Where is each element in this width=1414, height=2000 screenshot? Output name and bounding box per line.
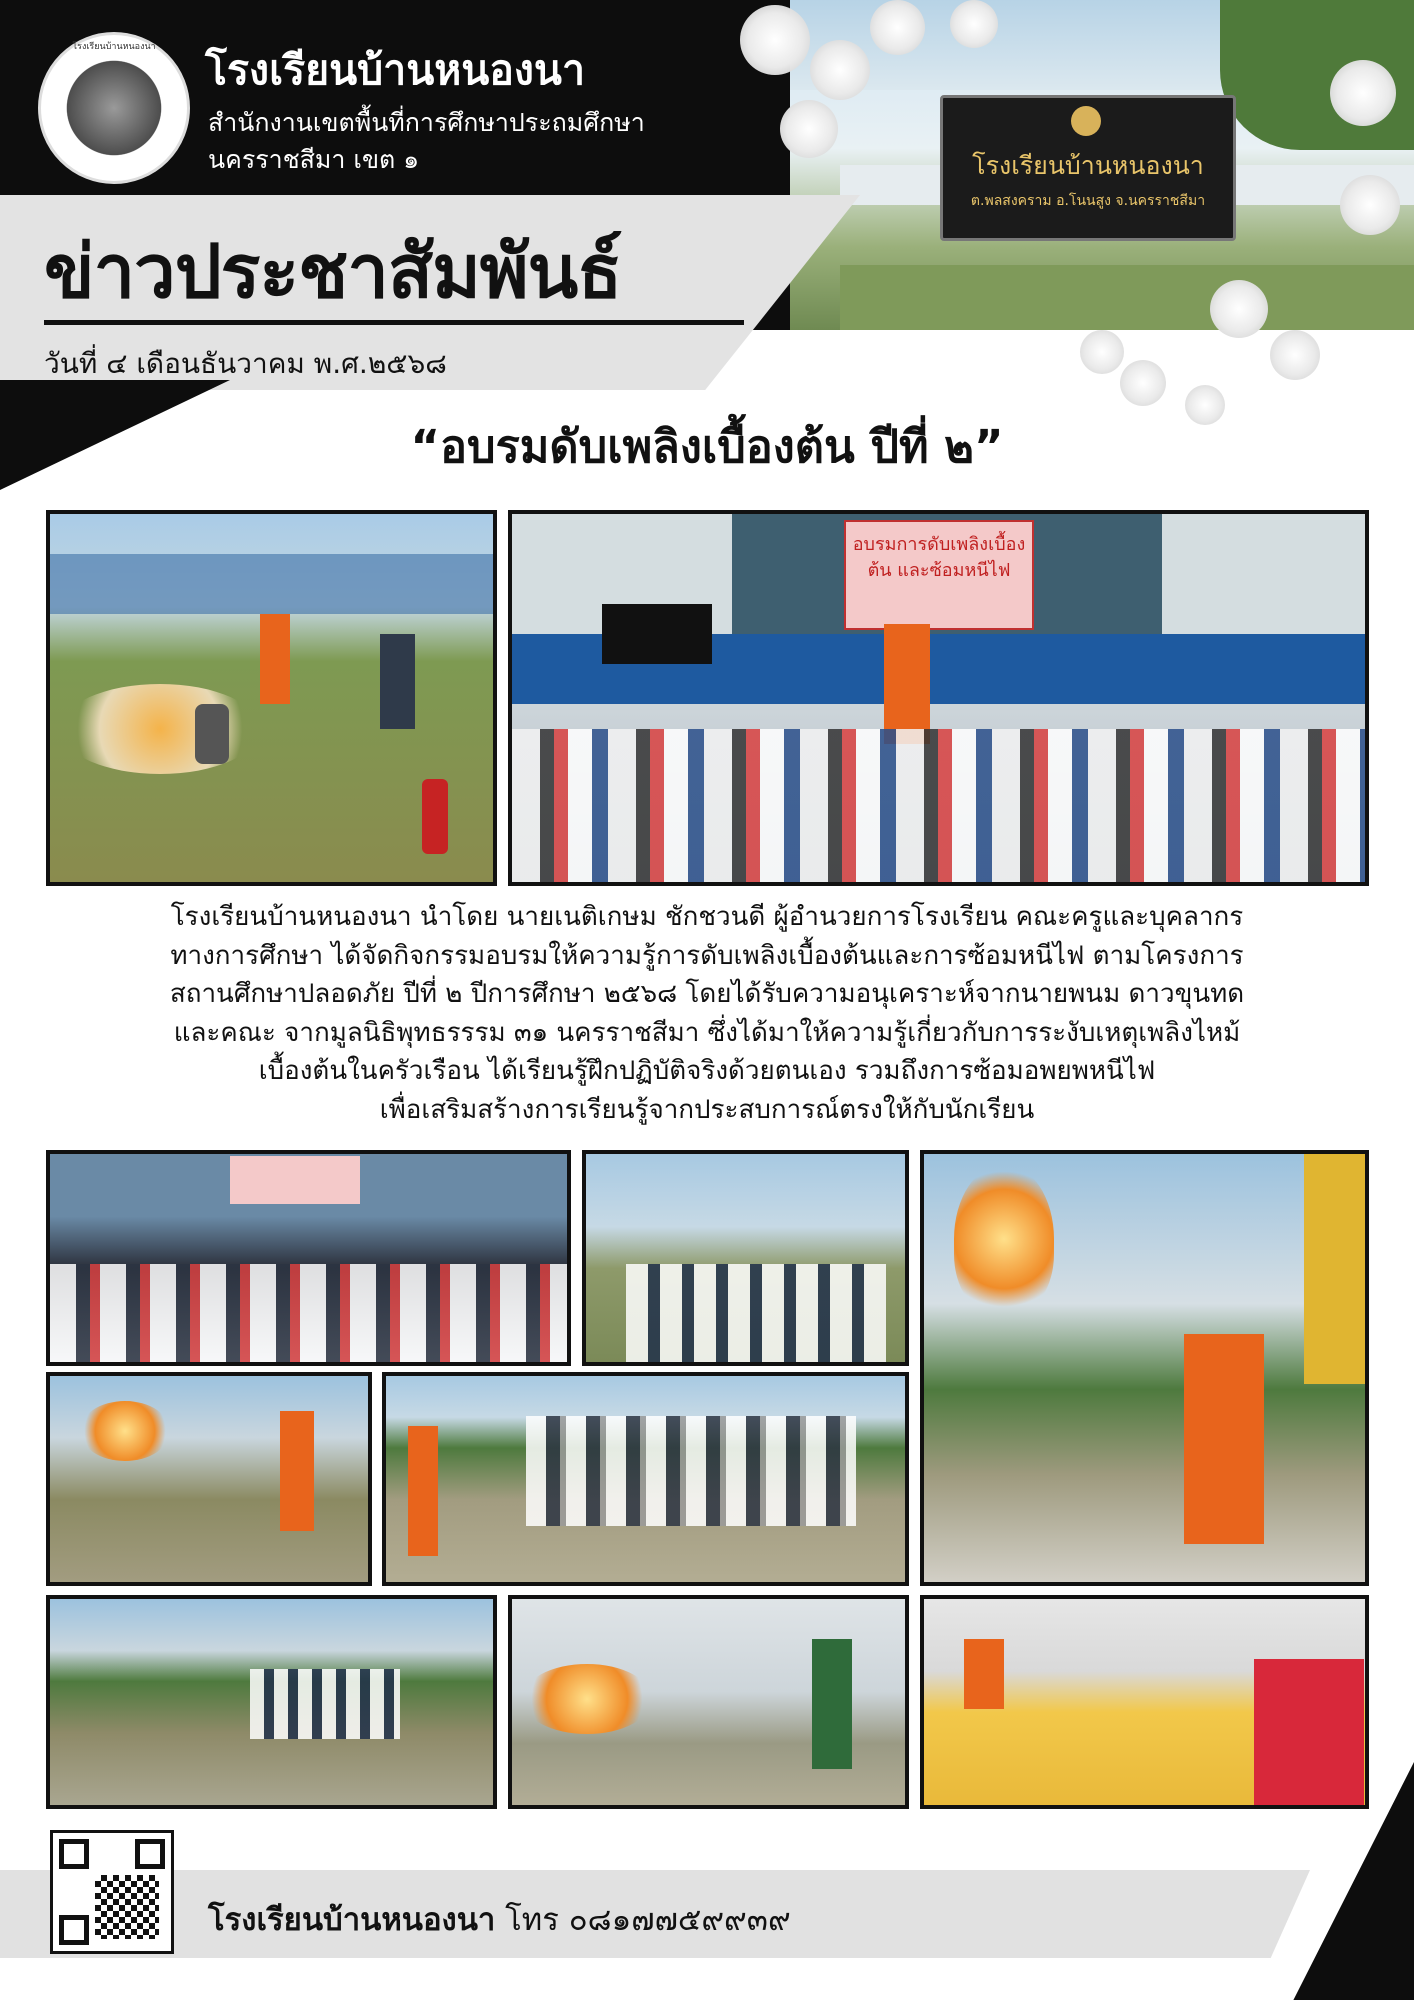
qr-finder (135, 1839, 165, 1869)
qr-pattern (95, 1875, 159, 1939)
student (380, 634, 415, 729)
lawn (840, 265, 1414, 330)
flower-icon (1210, 280, 1268, 338)
instructor (408, 1426, 438, 1556)
activity-title: “อบรมดับเพลิงเบื้องต้น ปีที่ ๒” (410, 420, 1004, 473)
flower-icon (1270, 330, 1320, 380)
body-line: โรงเรียนบ้านหนองนา นำโดย นายเนติเกษม ชักชวนดี ผู้อำนวยการโรงเรียน คณะครูและบุคลากร (170, 902, 1244, 932)
news-date: วันที่ ๔ เดือนธันวาคม พ.ศ.๒๕๖๘ (44, 347, 447, 380)
photo-evacuation-drill (46, 1595, 497, 1809)
flame-icon (80, 1401, 170, 1461)
instructor (260, 614, 290, 704)
flower-icon (1080, 330, 1124, 374)
office-line-2: นครราชสีมา เขต ๑ (208, 145, 420, 174)
footer-school-name: โรงเรียนบ้านหนองนา (208, 1902, 496, 1938)
body-line: เบื้องต้นในครัวเรือน ได้เรียนรู้ฝึกปฏิบัติจริงด้วยตนเอง รวมถึงการซ้อมอพยพหนีไฟ (258, 1056, 1156, 1086)
gas-tank (195, 704, 229, 764)
flower-icon (950, 0, 998, 48)
flame-icon (522, 1664, 652, 1734)
photo-flame-practice (46, 1372, 372, 1586)
extinguisher-icon (422, 779, 448, 854)
instructor (964, 1639, 1004, 1709)
section-title: ข่าวประชาสัมพันธ์ (44, 229, 622, 315)
training-banner: อบรมการดับเพลิงเบื้องต้น และซ้อมหนีไฟ (844, 520, 1034, 630)
instructor (884, 624, 930, 744)
photo-extinguisher-practice (508, 1595, 909, 1809)
body-line: เพื่อเสริมสร้างการเรียนรู้จากประสบการณ์ตรงให้กับนักเรียน (379, 1094, 1035, 1125)
photo-outdoor-students (582, 1150, 909, 1366)
flame-icon (954, 1164, 1054, 1314)
instructor (1184, 1334, 1264, 1544)
shrine (1304, 1154, 1369, 1384)
photo-meeting-room (920, 1595, 1369, 1809)
person (812, 1639, 852, 1769)
heading-rule (44, 320, 744, 325)
seated-students (512, 729, 1369, 886)
photo-students-lined (382, 1372, 909, 1586)
tv-screen (602, 604, 712, 664)
news-body (60, 898, 1354, 1129)
students-seated (250, 1669, 400, 1739)
fire-cloud (60, 684, 260, 774)
students-seated (626, 1264, 886, 1364)
school-name: โรงเรียนบ้านหนองนา (205, 46, 585, 94)
students-standing (526, 1416, 856, 1526)
body-line: ทางการศึกษา ได้จัดกิจกรรมอบรมให้ความรู้การดับเพลิงเบื้องต้นและการซ้อมหนีไฟ ตามโครงการ (170, 940, 1244, 971)
building (50, 554, 497, 614)
flower-icon (780, 100, 838, 158)
body-line: สถานศึกษาปลอดภัย ปีที่ ๒ ปีการศึกษา ๒๕๖๘ โดยได้รับความอนุเคราะห์จากนายพนม ดาวขุนทด (169, 979, 1245, 1009)
flower-icon (740, 5, 810, 75)
sign-title: โรงเรียนบ้านหนองนา (972, 151, 1204, 180)
sign-emblem-icon (1071, 106, 1101, 136)
school-logo (38, 32, 190, 184)
footer-contact (208, 1894, 791, 1944)
instructor (280, 1411, 314, 1531)
flower-icon (870, 0, 925, 55)
students-front-row (50, 1264, 571, 1366)
photo-group-staff (46, 1150, 571, 1366)
logo-text: โรงเรียนบ้านหนองนา (72, 42, 156, 52)
flower-icon (1120, 360, 1166, 406)
photo-fire-flare (920, 1150, 1369, 1586)
qr-finder (59, 1915, 89, 1945)
qr-code-icon[interactable] (50, 1830, 174, 1954)
qr-finder (59, 1839, 89, 1869)
logo-emblem-icon (63, 57, 165, 159)
flower-icon (810, 40, 870, 100)
photo-extinguisher-demo (46, 510, 497, 886)
footer-phone[interactable]: โทร ๐๘๑๗๗๕๙๙๓๙ (505, 1902, 791, 1938)
body-line: และคณะ จากมูลนิธิพุทธรรรม ๓๑ นครราชสีมา ซึ่งได้มาให้ความรู้เกี่ยวกับการระงับเหตุเพลิงไหม้ (173, 1017, 1241, 1048)
banner (230, 1156, 360, 1204)
school-sign (940, 95, 1236, 241)
photo-training-hall (508, 510, 1369, 886)
flower-icon (1330, 60, 1396, 126)
flower-icon (1340, 175, 1400, 235)
red-chairs (1254, 1659, 1364, 1809)
office-line-1: สำนักงานเขตพื้นที่การศึกษาประถมศึกษา (208, 108, 645, 137)
sign-subtitle: ต.พลสงคราม อ.โนนสูง จ.นครราชสีมา (970, 193, 1206, 209)
